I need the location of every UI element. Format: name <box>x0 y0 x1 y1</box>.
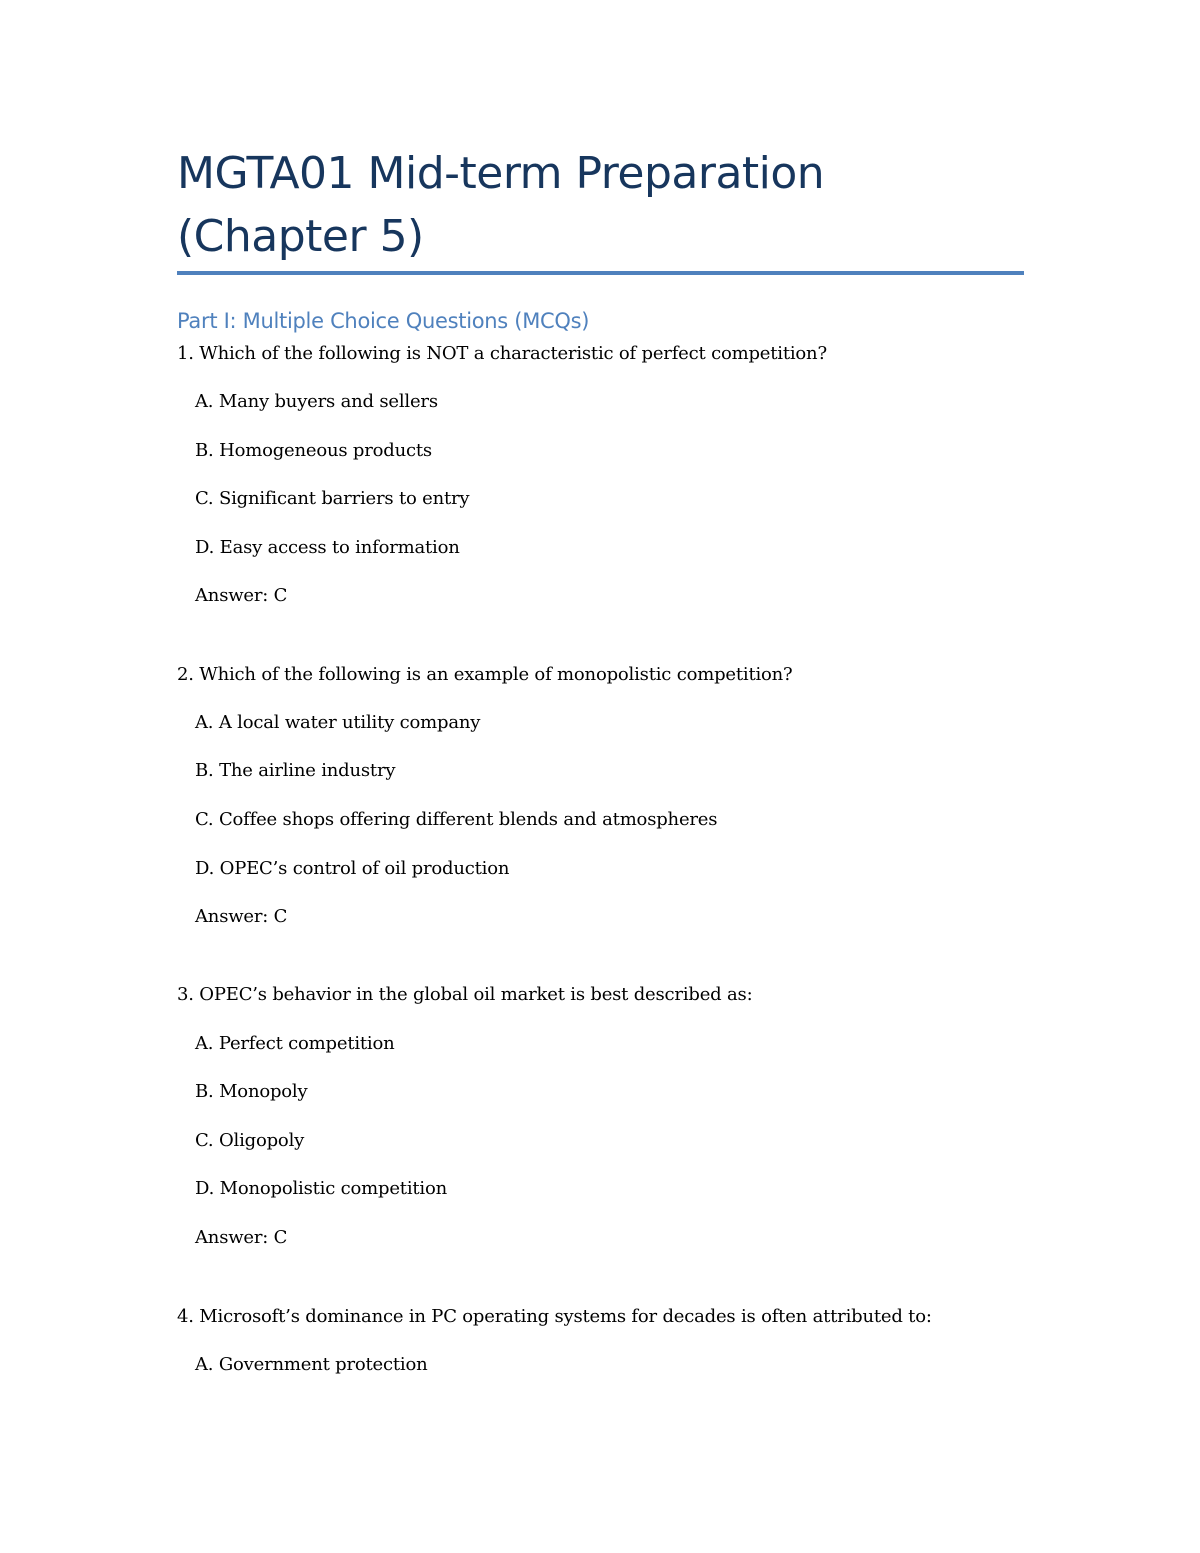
question-3-text: 3. OPEC’s behavior in the global oil market is best described as: <box>177 984 753 1005</box>
question-1-text: 1. Which of the following is NOT a characteristic of perfect competition? <box>177 343 827 364</box>
question-1-option-d: D. Easy access to information <box>195 537 460 558</box>
question-4-option-a: A. Government protection <box>195 1354 428 1375</box>
document-title <box>177 142 1027 268</box>
question-2-option-c: C. Coffee shops offering different blends and atmospheres <box>195 809 718 830</box>
question-1-option-c: C. Significant barriers to entry <box>195 488 470 509</box>
question-1-option-b: B. Homogeneous products <box>195 440 432 461</box>
document-title-line-1: MGTA01 Mid-term Preparation <box>177 148 825 199</box>
title-underline-rule <box>177 271 1024 275</box>
question-1-answer: Answer: C <box>195 585 288 606</box>
question-3-option-b: B. Monopoly <box>195 1081 308 1102</box>
question-1-option-a: A. Many buyers and sellers <box>195 391 438 412</box>
question-4-text: 4. Microsoft’s dominance in PC operating systems for decades is often attributed to: <box>177 1306 932 1327</box>
question-3-answer: Answer: C <box>195 1227 288 1248</box>
question-2-answer: Answer: C <box>195 906 288 927</box>
question-2-option-a: A. A local water utility company <box>195 712 481 733</box>
question-3-option-d: D. Monopolistic competition <box>195 1178 448 1199</box>
section-heading: Part I: Multiple Choice Questions (MCQs) <box>177 309 590 333</box>
question-3-option-c: C. Oligopoly <box>195 1130 305 1151</box>
question-2-option-d: D. OPEC’s control of oil production <box>195 858 510 879</box>
document-title-line-2: (Chapter 5) <box>177 211 424 262</box>
question-2-option-b: B. The airline industry <box>195 760 396 781</box>
question-3-option-a: A. Perfect competition <box>195 1033 395 1054</box>
question-2-text: 2. Which of the following is an example of monopolistic competition? <box>177 664 793 685</box>
